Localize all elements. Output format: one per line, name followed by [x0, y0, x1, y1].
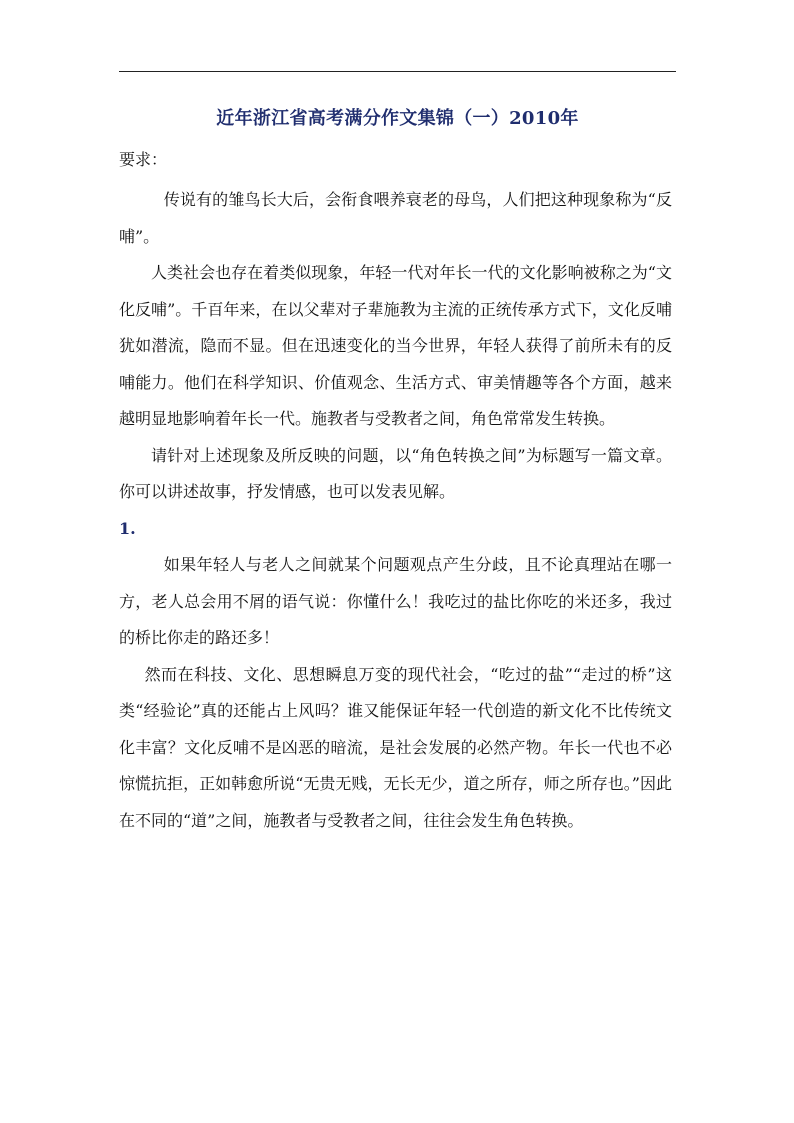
prompt-paragraph-3: 请针对上述现象及所反映的问题，以“角色转换之间”为标题写一篇文章。你可以讲述故事，抒发情感，也可以发表见解。 [119, 445, 672, 501]
prompt-paragraph-1: 传说有的雏鸟长大后，会衔食喂养衰老的母鸟，人们把这种现象称为“反哺”。 [119, 190, 672, 246]
document-body [119, 182, 672, 839]
requirement-label: 要求： [119, 150, 168, 169]
header-rule [119, 71, 676, 72]
essay-paragraph-2: 然而在科技、文化、思想瞬息万变的现代社会，“吃过的盐”“走过的桥”这类“经验论”真的还能占上风吗？谁又能保证年轻一代创造的新文化不比传统文化丰富？文化反哺不是凶恶的暗流，是社会发展的必然产物。年长一代也不必惊慌抗拒，正如韩愈所说“无贵无贱，无长无少，道之所存，师之所存也。”因此在不同的“道”之间，施教者与受教者之间，往往会发生角色转换。 [119, 664, 672, 830]
prompt-paragraph-2: 人类社会也存在着类似现象，年轻一代对年长一代的文化影响被称之为“文化反哺”。千百年来，在以父辈对子辈施教为主流的正统传承方式下，文化反哺犹如潜流，隐而不显。但在迅速变化的当今世界，年轻人获得了前所未有的反哺能力。他们在科学知识、价值观念、生活方式、审美情趣等各个方面，越来越明显地影响着年长一代。施教者与受教者之间，角色常常发生转换。 [119, 263, 672, 428]
essay-number: 1. [119, 518, 136, 538]
document-title: 近年浙江省高考满分作文集锦（一）2010年 [216, 108, 579, 129]
essay-paragraph-1: 如果年轻人与老人之间就某个问题观点产生分歧，且不论真理站在哪一方，老人总会用不屑的语气说：你懂什么！我吃过的盐比你吃的米还多，我过的桥比你走的路还多！ [119, 555, 672, 647]
